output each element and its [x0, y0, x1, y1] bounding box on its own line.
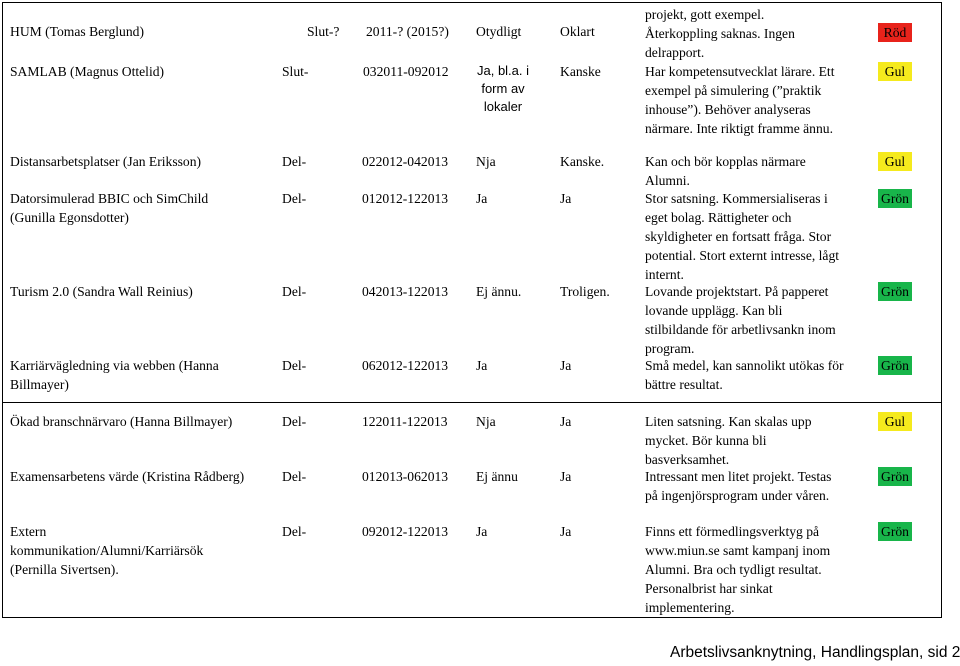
status-badge: Gul [878, 152, 912, 171]
assessment: Ja, bl.a. i form av lokaler [476, 63, 530, 114]
assessment: Ej ännu [476, 469, 518, 484]
project-name: Extern kommunikation/Alumni/Karriärsök (Pernilla Sivertsen). [10, 524, 204, 577]
stage: Del- [282, 469, 307, 484]
project-name: Examensarbetens värde (Kristina Rådberg) [10, 469, 245, 484]
period: 012013-062013 [362, 469, 449, 484]
comment: Små medel, kan sannolikt utökas för bättre resultat. [645, 358, 844, 392]
outlook: Kanske. [560, 154, 605, 169]
status-badge: Grön [878, 356, 912, 375]
project-name: HUM (Tomas Berglund) [10, 24, 144, 39]
status-badge: Grön [878, 522, 912, 541]
assessment: Otydligt [476, 24, 522, 39]
assessment: Ja [476, 358, 488, 373]
outlook: Kanske [560, 64, 601, 79]
period: 042013-122013 [362, 284, 449, 299]
stage: Del- [282, 191, 307, 206]
status-badge: Grön [878, 282, 912, 301]
stage: Del- [282, 284, 307, 299]
comment: Återkoppling saknas. Ingen delrapport. [645, 26, 795, 60]
comment: Finns ett förmedlingsverktyg på www.miun.se samt kampanj inom Alumni. Bra och tydligt resultat. Personalbrist har sinkat implementering. [645, 524, 831, 615]
assessment: Ja [476, 524, 488, 539]
page-footer: Arbetslivsanknytning, Handlingsplan, sid 2 [670, 644, 960, 661]
assessment: Nja [476, 154, 496, 169]
period: 2011-? (2015?) [366, 24, 449, 39]
comment: Har kompetensutvecklat lärare. Ett exempel på simulering (”praktik inhouse”). Behöver analyseras närmare. Inte riktigt framme ännu. [645, 64, 835, 136]
period: 022012-042013 [362, 154, 449, 169]
project-name: Ökad branschnärvaro (Hanna Billmayer) [10, 414, 233, 429]
project-name: Turism 2.0 (Sandra Wall Reinius) [10, 284, 193, 299]
status-badge: Gul [878, 62, 912, 81]
status-badge: Röd [878, 23, 912, 42]
period: 122011-122013 [362, 414, 448, 429]
period: 062012-122013 [362, 358, 449, 373]
period: 012012-122013 [362, 191, 449, 206]
assessment: Ja [476, 191, 488, 206]
status-badge: Gul [878, 412, 912, 431]
status-badge: Grön [878, 189, 912, 208]
project-name: Karriärvägledning via webben (Hanna Billmayer) [10, 358, 219, 392]
comment: Kan och bör kopplas närmare Alumni. [645, 154, 806, 188]
comment-top-text: projekt, gott exempel. [645, 7, 765, 22]
assessment: Nja [476, 414, 496, 429]
comment: Stor satsning. Kommersialiseras i eget bolag. Rättigheter och skyldigheter en fortsatt fråga. Stor potential. Stort externt intresse, lågt internt. [645, 191, 840, 282]
status-badge: Grön [878, 467, 912, 486]
outlook: Ja [560, 414, 572, 429]
project-name: Distansarbetsplatser (Jan Eriksson) [10, 154, 202, 169]
project-name: Datorsimulerad BBIC och SimChild (Gunilla Egonsdotter) [10, 191, 209, 225]
outlook: Troligen. [560, 284, 610, 299]
outlook: Ja [560, 469, 572, 484]
outlook: Ja [560, 191, 572, 206]
comment: Intressant men litet projekt. Testas på ingenjörsprogram under våren. [645, 469, 832, 503]
stage: Del- [282, 154, 307, 169]
outlook: Ja [560, 524, 572, 539]
assessment: Ej ännu. [476, 284, 522, 299]
stage: Del- [282, 358, 307, 373]
outlook: Oklart [560, 24, 595, 39]
period: 032011-092012 [363, 64, 449, 79]
outlook: Ja [560, 358, 572, 373]
stage: Slut-? [307, 24, 340, 39]
stage: Slut- [282, 64, 309, 79]
comment: Lovande projektstart. På papperet lovande upplägg. Kan bli stilbildande för arbetlivsankn inom program. [645, 284, 836, 356]
project-name: SAMLAB (Magnus Ottelid) [10, 64, 165, 79]
period: 092012-122013 [362, 524, 449, 539]
stage: Del- [282, 524, 307, 539]
comment: Liten satsning. Kan skalas upp mycket. Bör kunna bli basverksamhet. [645, 414, 812, 467]
stage: Del- [282, 414, 307, 429]
